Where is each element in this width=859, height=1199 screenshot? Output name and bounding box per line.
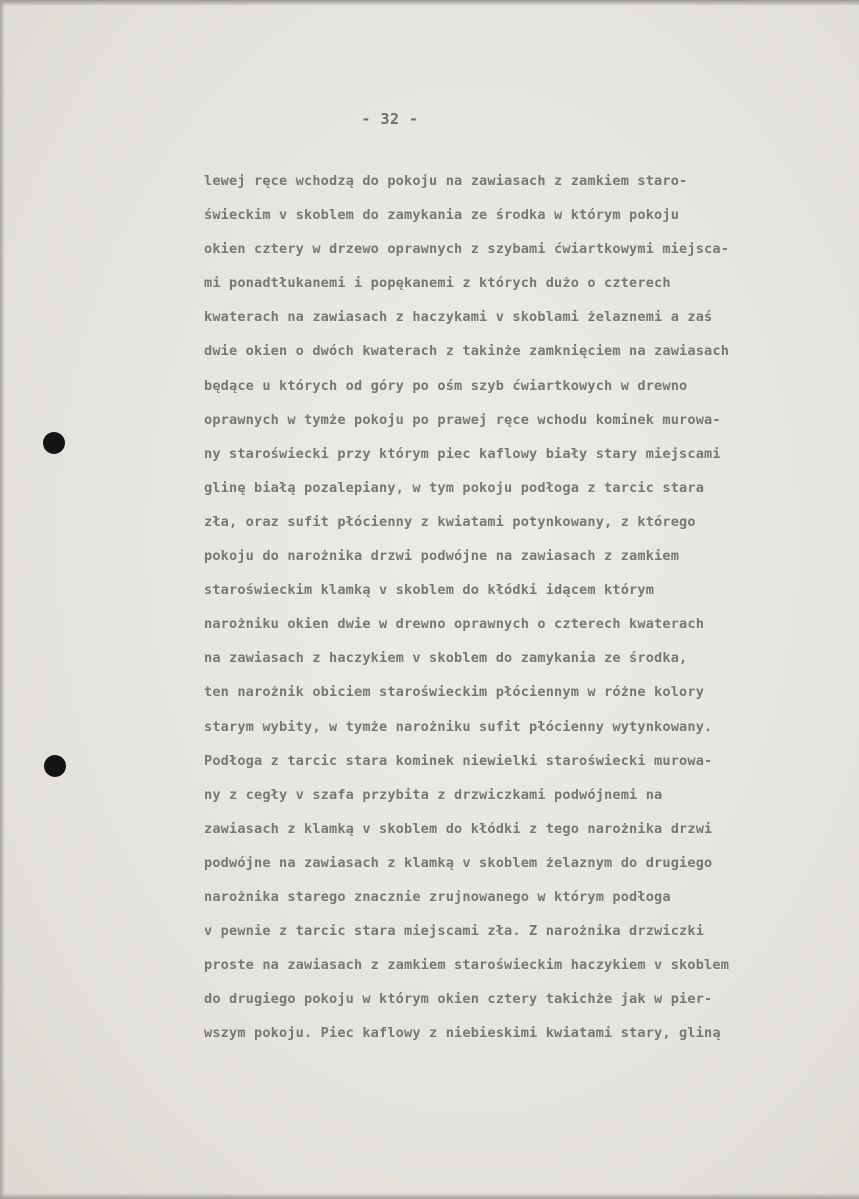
text-line: narożniku okien dwie w drewno oprawnych o czterech kwaterach (204, 616, 705, 633)
text-line: zła, oraz sufit płócienny z kwiatami potynkowany, z którego (204, 513, 696, 530)
text-line: ny staroświecki przy którym piec kaflowy biały stary miejscami (204, 445, 721, 462)
page-bottom-edge (0, 1193, 859, 1199)
text-line: kwaterach na zawiasach z haczykami v skoblami żelaznemi a zaś (204, 309, 713, 326)
text-line: zawiasach z klamką v skoblem do kłódki z tego narożnika drzwi (204, 820, 713, 837)
text-line: świeckim v skoblem do zamykania ze środka w którym pokoju (204, 207, 680, 224)
text-line: Podłoga z tarcic stara kominek niewielki staroświecki murowa- (204, 752, 713, 769)
page-number: - 32 - (361, 110, 419, 128)
text-line: do drugiego pokoju w którym okien cztery takichże jak w pier- (204, 991, 713, 1008)
text-line: ten narożnik obiciem staroświeckim płóciennym w różne kolory (204, 684, 705, 701)
text-line: ny z cegły v szafa przybita z drzwiczkami podwójnemi na (204, 786, 663, 803)
text-line: glinę białą pozalepiany, w tym pokoju podłoga z tarcic stara (204, 479, 705, 496)
text-line: starym wybity, w tymże narożniku sufit płócienny wytynkowany. (204, 718, 713, 735)
text-line: lewej ręce wchodzą do pokoju na zawiasach z zamkiem staro- (204, 173, 688, 189)
text-line: oprawnych w tymże pokoju po prawej ręce wchodu kominek murowa- (204, 411, 721, 428)
text-line: v pewnie z tarcic stara miejscami zła. Z narożnika drzwiczki (204, 923, 705, 940)
text-line: wszym pokoju. Piec kaflowy z niebieskimi kwiatami stary, gliną (204, 1025, 721, 1042)
text-line: pokoju do narożnika drzwi podwójne na zawiasach z zamkiem (204, 548, 680, 565)
typed-body-text (204, 166, 859, 1052)
text-line: mi ponadtłukanemi i popękanemi z których dużo o czterech (204, 275, 671, 292)
text-line: okien cztery w drzewo oprawnych z szybami ćwiartkowymi miejsca- (204, 241, 730, 258)
text-line: na zawiasach z haczykiem v skoblem do zamykania ze środka, (204, 650, 688, 667)
text-line: dwie okien o dwóch kwaterach z takinże zamknięciem na zawiasach (204, 343, 730, 360)
text-line: proste na zawiasach z zamkiem staroświeckim haczykiem v skoblem (204, 957, 730, 974)
page-left-edge (0, 0, 5, 1199)
punch-hole-lower (44, 755, 66, 777)
text-line: staroświeckim klamką v skoblem do kłódki idącem którym (204, 582, 655, 599)
text-line: będące u których od góry po ośm szyb ćwiartkowych w drewno (204, 377, 688, 394)
text-line: podwójne na zawiasach z klamką v skoblem żelaznym do drugiego (204, 854, 713, 871)
page-top-edge (0, 0, 859, 6)
text-line: narożnika starego znacznie zrujnowanego w którym podłoga (204, 888, 671, 905)
punch-hole-upper (43, 432, 65, 454)
